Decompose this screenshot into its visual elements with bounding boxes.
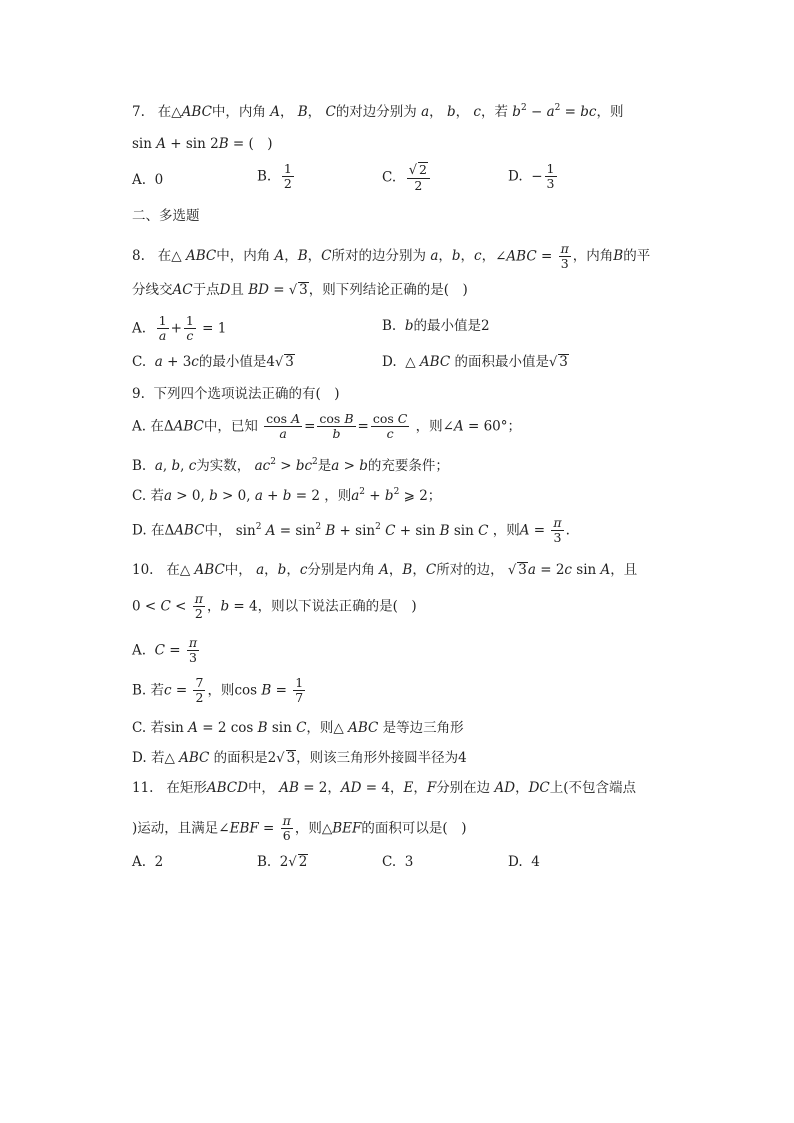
q7-stem-line2: sin A + sin 2B = ( ) bbox=[132, 136, 273, 152]
q11-option-d[interactable]: D. 4 bbox=[508, 854, 540, 870]
q11-option-a[interactable]: A. 2 bbox=[132, 854, 164, 870]
q8-option-a[interactable]: A. $\frac{1}{a}$ + $\frac{1}{c}$ = 1 bbox=[132, 313, 227, 343]
section-heading: 二、多选题 bbox=[132, 208, 200, 224]
q11-stem-line1: 11. 在矩形ABCD中， AB = 2，AD = 4，E，F分别在边 AD，DC上(不包含端点 bbox=[132, 780, 636, 796]
q10-stem-line2: 0 < C < $\frac{\pi}{2}$ ，b = 4，则以下说法正确的是( ) bbox=[132, 591, 417, 621]
q11-option-c[interactable]: C. 3 bbox=[382, 854, 414, 870]
q9-stem: 9. 下列四个选项说法正确的有( ) bbox=[132, 386, 340, 402]
q10-option-d[interactable]: D. 若△ ABC 的面积是2√ 3，则该三角形外接圆半径为4 bbox=[132, 750, 467, 766]
q10-stem-line1: 10. 在△ ABC中， a，b，c分别是内角 A，B，C所对的边， √ 3a = 2c sin A，且 bbox=[132, 562, 638, 578]
q10-option-c[interactable]: C. 若sin A = 2 cos B sin C，则△ ABC 是等边三角形 bbox=[132, 720, 464, 736]
q7-number: 7. bbox=[132, 104, 145, 120]
q7-option-c[interactable]: C. $\frac{√ 2}{2}$ bbox=[382, 162, 432, 193]
q10-option-b[interactable]: B. 若c = $\frac{7}{2}$ ，则cos B = $\frac{1}{7}$ bbox=[132, 675, 304, 705]
q7-stem-line1: 7. 在△ABC中，内角 A， B， C的对边分别为 a， b， c，若 $b^2 - a^2$ = bc，则 bbox=[132, 103, 624, 120]
q8-option-b[interactable]: B. b的最小值是2 bbox=[382, 318, 490, 334]
q8-stem-line2: 分线交AC于点D且 BD = √ 3，则下列结论正确的是( ) bbox=[132, 282, 468, 298]
q9-option-b[interactable]: B. a, b, c为实数， $ac^2 > bc^2$是a > b的充要条件； bbox=[132, 457, 449, 474]
q11-stem-line2: )运动，且满足∠EBF = $\frac{\pi}{6}$ ，则△BEF的面积可以是( ) bbox=[132, 813, 467, 843]
q7-option-a[interactable]: A. 0 bbox=[132, 172, 164, 188]
q7-option-d[interactable]: D. − $\frac{1}{3}$ bbox=[508, 161, 555, 191]
q8-stem-line1: 8. 在△ ABC中，内角 A，B，C所对的边分别为 a，b，c，∠ABC = $\frac{\pi}{3}$ ，内角B的平 bbox=[132, 241, 651, 271]
q11-option-b[interactable]: B. 2√ 2 bbox=[257, 854, 308, 870]
q9-option-a[interactable]: A. 在ΔABC中，已知 $\frac{\text{cos A}}{a}$ = $\frac{\text{cos B}}{b}$ = $\frac{\text{cos C}}{c}$ ，则∠A = 60°； bbox=[132, 411, 522, 441]
q9-option-d[interactable]: D. 在ΔABC中， $\sin^2 A = \sin^2 B + \sin^2 C + \sin B$ sin C ，则A = $\frac{\pi}{3}$ . bbox=[132, 515, 570, 545]
q9-option-c[interactable]: C. 若a > 0, b > 0, a + b = 2 ，则$a^2 + b^2$ ⩾ 2； bbox=[132, 487, 442, 504]
q8-option-d[interactable]: D. △ ABC 的面积最小值是√ 3 bbox=[382, 354, 568, 370]
q10-option-a[interactable]: A. C = $\frac{\pi}{3}$ bbox=[132, 635, 198, 665]
q7-option-b[interactable]: B. $\frac{1}{2}$ bbox=[257, 161, 292, 191]
q8-option-c[interactable]: C. a + 3c的最小值是4√ 3 bbox=[132, 354, 294, 370]
